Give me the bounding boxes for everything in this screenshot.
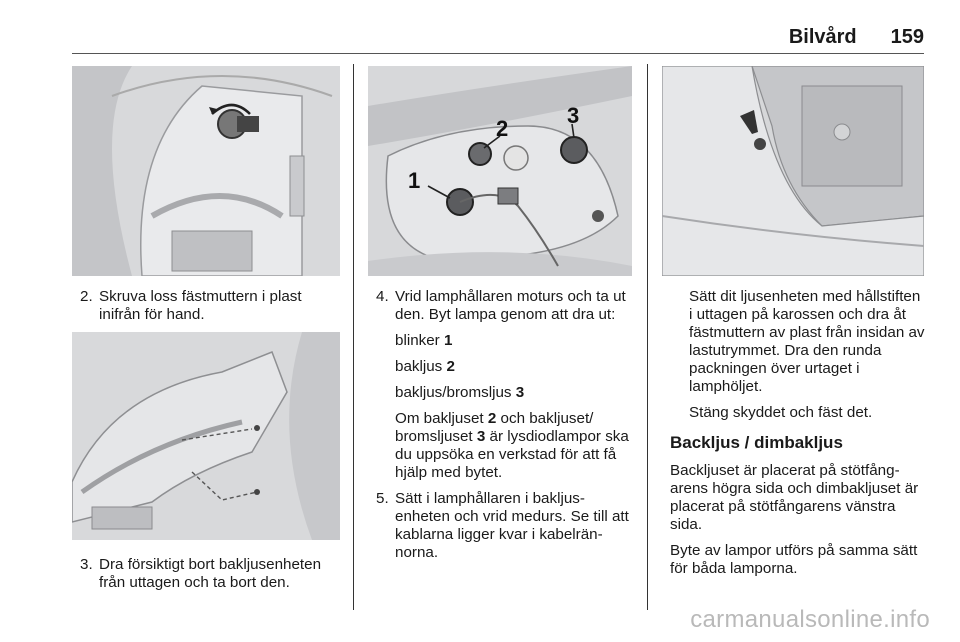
step-text: Dra försiktigt bort bakljusenheten från uttagen och ta bort den. <box>99 556 322 591</box>
header-title: Bilvård <box>788 26 857 48</box>
bulb-item-tail <box>395 358 634 376</box>
step-number: 4. <box>376 288 389 305</box>
reverse-fog-location-paragraph: Backljuset är placerat på stötfångarens högra sida och dimbakljuset är placerat på stötfångarens vänstra sida. <box>670 462 919 533</box>
step-text: Sätt i lamphållaren i bakljusenheten och vrid medurs. Se till att kablarna ligger kvar i kabelrännorna. <box>395 490 629 561</box>
figure-bulb-holders <box>368 66 632 276</box>
note-ref: 2 <box>487 410 497 427</box>
callout-3: 3 <box>567 103 580 128</box>
col1-step3-block <box>80 556 344 592</box>
section-title: Backljus / dimbakljus <box>670 433 843 452</box>
note-text: Om bakljuset <box>395 410 488 427</box>
note-text: och bakljuset/ bromsljuset <box>395 410 594 445</box>
step-text: Vrid lamphållaren moturs och ta ut den. Byt lampa genom att dra ut: <box>395 288 626 323</box>
step-number: 2. <box>80 288 93 305</box>
page-number: 159 <box>890 26 924 48</box>
figure-lamp-cover <box>72 66 340 276</box>
figure-tail-lamp-removal-illustration <box>72 332 340 540</box>
page-header <box>789 26 924 52</box>
figure-tail-lamp-removal <box>72 332 340 540</box>
figure-rear-bumper-illustration <box>662 66 924 276</box>
reinstall-paragraph: Sätt dit ljusenheten med hållstiften i uttagen på karossen och dra åt fästmuttern av plast från insidan av lastutrymmet. Dra den runda packningen över urtaget i lamphöljet. <box>689 288 925 395</box>
header-rule <box>72 53 924 54</box>
bulb-ref: 3 <box>515 384 525 401</box>
callout-1: 1 <box>408 168 421 193</box>
col2-text-block <box>376 288 634 562</box>
column-divider-2 <box>647 64 648 610</box>
step-number: 5. <box>376 490 389 507</box>
bulb-label: bakljus <box>395 358 447 375</box>
note-ref: 3 <box>476 428 486 445</box>
note-text: är lysdiodlampor ska du uppsöka en verkstad för att få hjälp med bytet. <box>395 428 629 481</box>
step-text: Skruva loss fästmuttern i plast inifrån för hand. <box>99 288 302 323</box>
replacement-note-paragraph: Byte av lampor utförs på samma sätt för båda lamporna. <box>670 542 918 577</box>
bulb-item-brake <box>395 384 634 402</box>
bulb-item-blinker <box>395 332 634 350</box>
step-3 <box>80 556 344 592</box>
step-5 <box>376 490 634 562</box>
step-4 <box>376 288 634 490</box>
column-divider-1 <box>353 64 354 610</box>
figure-lamp-cover-illustration <box>72 66 340 276</box>
close-cover-paragraph: Stäng skyddet och fäst det. <box>689 404 873 421</box>
col1-step2-block <box>80 288 344 324</box>
bulb-label: bakljus/bromsljus <box>395 384 516 401</box>
figure-rear-bumper <box>662 66 924 276</box>
bulb-ref: 2 <box>446 358 455 375</box>
figure-bulb-holders-illustration <box>368 66 632 276</box>
bulb-label: blinker <box>395 332 444 349</box>
bulb-ref: 1 <box>443 332 453 349</box>
led-note <box>395 410 634 482</box>
step-number: 3. <box>80 556 93 573</box>
step-2 <box>80 288 344 324</box>
watermark: carmanualsonline.info <box>690 606 930 633</box>
callout-2: 2 <box>496 116 509 141</box>
col3-text-block <box>670 288 926 586</box>
